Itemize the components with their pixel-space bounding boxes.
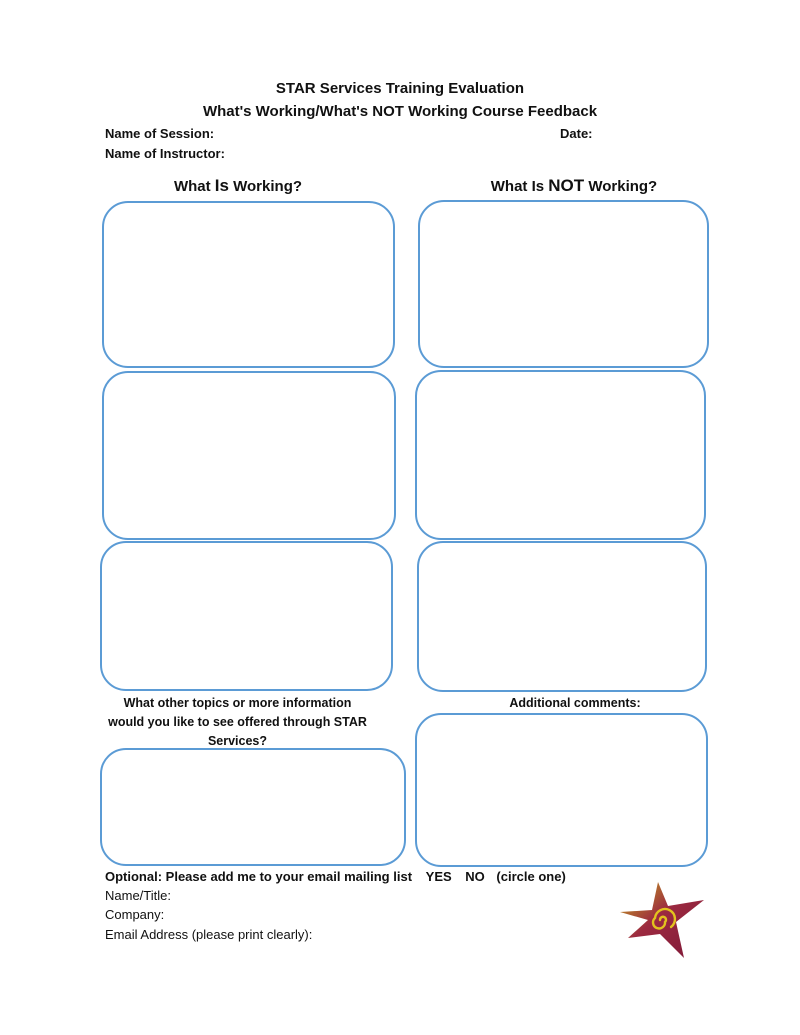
mailing-list-line (105, 869, 566, 884)
yes-option[interactable]: YES (425, 869, 452, 884)
star-shape (620, 882, 704, 958)
topics-question (100, 694, 375, 751)
session-label: Name of Session: (105, 126, 215, 141)
company-label: Company: (105, 907, 165, 922)
circle-one-note: (circle one) (496, 869, 566, 884)
no-option[interactable]: NO (465, 869, 485, 884)
comments-label: Additional comments: (509, 696, 641, 710)
topics-answer-box[interactable] (100, 748, 406, 866)
name-title-label: Name/Title: (105, 888, 171, 903)
not-working-box-1[interactable] (418, 200, 709, 368)
topics-question-line-3: Services? (207, 734, 268, 748)
email-label: Email Address (please print clearly): (105, 927, 313, 942)
working-heading-suffix: Working? (228, 178, 303, 195)
topics-question-line-1: What other topics or more information (123, 696, 352, 710)
not-working-heading-suffix: Working? (584, 178, 658, 195)
not-working-box-3[interactable] (417, 541, 707, 692)
comments-answer-box[interactable] (415, 713, 708, 867)
working-box-2[interactable] (102, 371, 396, 540)
working-heading-prefix: What (173, 178, 215, 195)
working-box-1[interactable] (102, 201, 395, 368)
working-box-3[interactable] (100, 541, 393, 691)
topics-question-line-2: would you like to see offered through STAR (108, 715, 367, 729)
instructor-label: Name of Instructor: (105, 146, 225, 161)
star-logo-icon (618, 876, 706, 962)
working-heading (102, 176, 374, 196)
form-subtitle: What's Working/What's NOT Working Course Feedback (202, 103, 598, 120)
not-working-box-2[interactable] (415, 370, 706, 540)
working-heading-emph: Is (214, 176, 229, 195)
not-working-heading (418, 176, 730, 196)
not-working-heading-prefix: What Is (490, 178, 549, 195)
date-label: Date: (560, 126, 593, 141)
form-title: STAR Services Training Evaluation (275, 80, 525, 97)
mailing-list-label: Optional: Please add me to your email mailing list (105, 869, 413, 884)
not-working-heading-emph: NOT (548, 176, 585, 195)
